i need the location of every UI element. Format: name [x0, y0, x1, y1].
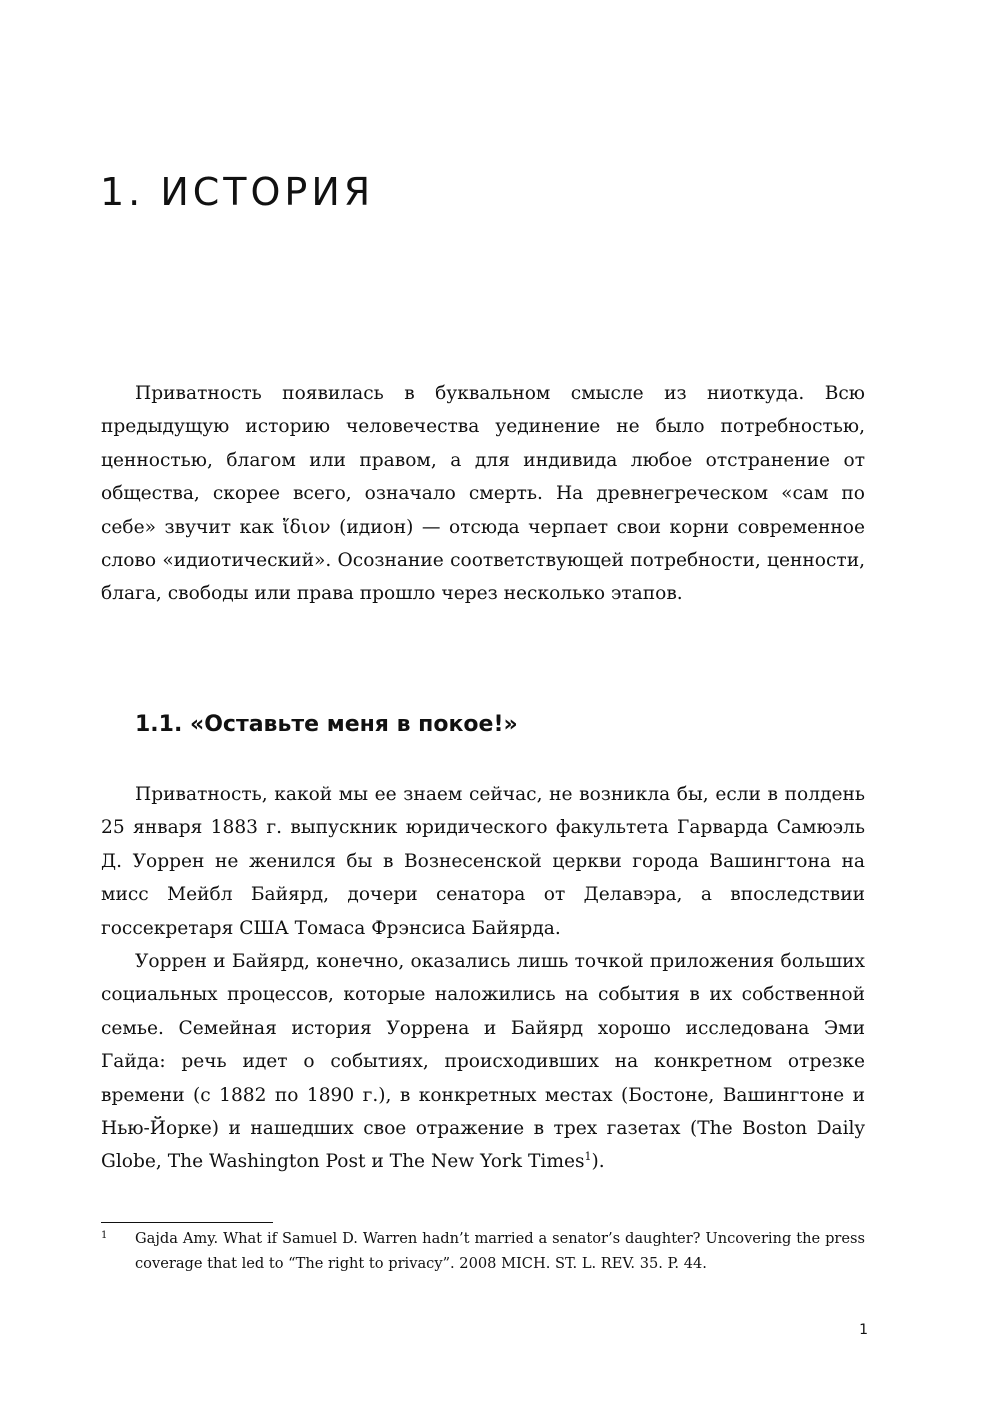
footnote-number: 1 [101, 1230, 108, 1241]
section-paragraph-2-end: ). [591, 1151, 605, 1173]
section-paragraph-2-text: Уоррен и Байярд, конечно, оказались лишь точкой приложения больших социальных процессов, которые наложились на события в их собственной семье. Семейная история Уоррена и Байярд хорошо исследована Эми Гайда: речь идет о событиях, происходивших на конкретном отрезке времени (с 1882 по 1890 г.), в конкретных местах (Бостоне, Вашингтоне и Нью-Йорке) и нашедших свое отражение в трех газетах (The Boston Daily Globe, The Washington Post и The New York Times [101, 951, 865, 1173]
chapter-intro-paragraph: Приватность появилась в буквальном смысле из ниоткуда. Всю предыдущую историю человечества уединение не было потребностью, ценностью, благом или правом, а для индивида любое отстранение от общества, скорее всего, означало смерть. На древнегреческом «сам по себе» звучит как ἴδιον (идион) — отсюда черпает свои корни современное слово «идиотический». Осознание соответствующей потребности, ценности, блага, свободы или права прошло через несколько этапов. [101, 383, 865, 605]
footnote-reference[interactable]: 1 [584, 1150, 592, 1164]
chapter-title: 1. ИСТОРИЯ [100, 170, 375, 214]
section-paragraph-2 [101, 945, 865, 1179]
footnote [101, 1226, 865, 1276]
footnote-divider [101, 1222, 273, 1223]
section-paragraph-1: Приватность, какой мы ее знаем сейчас, не возникла бы, если в полдень 25 января 1883 г. выпускник юридического факультета Гарварда Самюэль Д. Уоррен не женился бы в Вознесенской церкви города Вашингтона на мисс Мейбл Байярд, дочери сенатора от Делавэра, а впоследствии госсекретаря США Томаса Фрэнсиса Байярда. [101, 784, 865, 939]
page-number: 1 [859, 1322, 868, 1338]
footnote-text: Gajda Amy. What if Samuel D. Warren hadn’t married a senator’s daughter? Uncovering the press coverage that led to “The right to privacy”. 2008 MICH. ST. L. REV. 35. P. 44. [135, 1230, 865, 1272]
section-title: 1.1. «Оставьте меня в покое!» [135, 712, 518, 737]
